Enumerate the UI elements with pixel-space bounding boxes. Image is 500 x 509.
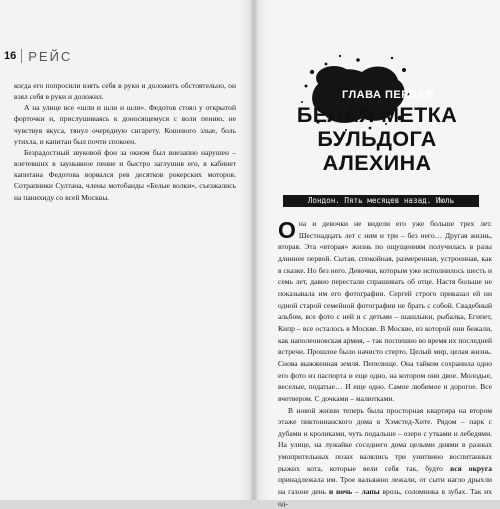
chapter-title-line: АЛЕХИНА [254,151,500,175]
running-title: РЕЙС [28,49,72,64]
bold-phrase: лапы [362,487,380,496]
left-body-text [14,80,236,203]
chapter-title-line: БУЛЬДОГА [254,127,500,151]
right-body-text [278,218,492,509]
running-head-divider [21,49,22,63]
chapter-label: ГЛАВА ПЕРВАЯ [342,89,434,101]
paragraph [278,218,492,405]
paragraph-text: врозь, соломинка в зубах. Так их од- [278,487,492,508]
dateline-banner: Лондон. Пять месяцев назад. Июль [283,195,479,207]
bold-phrase: и ночь [329,487,352,496]
paragraph-text: на и девочки не видели его уже больше трех лет. Шестнадцать лет с ним и три – без него… Другая жизнь, вторая. Эта «вторая» жизнь по ощущениям получилась в разы длиннее первой. Сытая, спокойная, размеренная, устроенная, как в сказке. Но без него. Девочки, которым уже исполнилось шесть и семь лет, давно перестали спрашивать об отце. Настя больше не показывала им его фотографии. Сергей строго приказал ей ни одной старой семейной фотографии не брать с собой. Свадебный альбом, все фото с ней и с детьми – шашлыки, рыбалка, Египет, Кипр – все осталось в Москве. В Москве, из которой они бежали, как наполеоновская армия, – так поспешно во время их последней встречи. Прошлое было начисто стерто. Целый мир, целая жизнь. Снова выжженная земля. Пепелище. Она тайком сохранила одно его фото из паспорта и еще одно, на котором они двое. Молодые, веселые, податые… И еще одно. Самое любимое и дорогое. Все вчетвером. С дочками – малютками. [278,219,492,403]
chapter-title [254,103,500,176]
chapter-title-line: БЕЛАЯ МЕТКА [254,103,500,127]
paragraph: когда его попросили взять себя в руки и доложить обстоятельно, он взял себя в руки и доложил. [14,80,236,102]
paragraph: А на улице все «шли и шли и шли». Федотов стоял у открытой форточки и, прислушиваясь к доносящемуся с воли пению, не чувствуя вкуса, тянул очередную сигарету. Кошевого злые, боль утихла, и капитан был почти спокоен. [14,102,236,147]
right-page [254,0,500,500]
running-head [4,48,72,64]
paragraph [278,405,492,509]
left-page [0,0,254,500]
paragraph-text: принадлежала им. Трое вальяжно лежали, от сыти нагло дрыхли на газоне день [278,475,492,496]
paragraph-text: – [355,487,359,496]
bold-phrase: вся округа [450,464,492,473]
paragraph-text: В новой жизни теперь была просторная квартира на втором этаже пиктонианского дома в Хэмстед-Хите. Рядом – парк с дубами и кроликами, чуть подальше – озеро с утками и лебедями. На улице, на лужайке соседнего дома целыми днями в разных умопрительных позах валялись три унитвино воспитанных рыжих кота, которые вели себя так, будто [278,406,492,473]
page-number: 16 [4,50,16,62]
drop-cap: О [278,221,296,240]
paragraph: Безрадостный звуковой фон за окном был внезапно нарушен – влетевших в заунывное пение и быстро заглушив его, в кабинет капитана Федотова ворвался рев десятков рокерских моторов. Сотрапники Султана, члены мотобанды «Белые волки», съезжались на панихиду со всей Москвы. [14,147,236,203]
